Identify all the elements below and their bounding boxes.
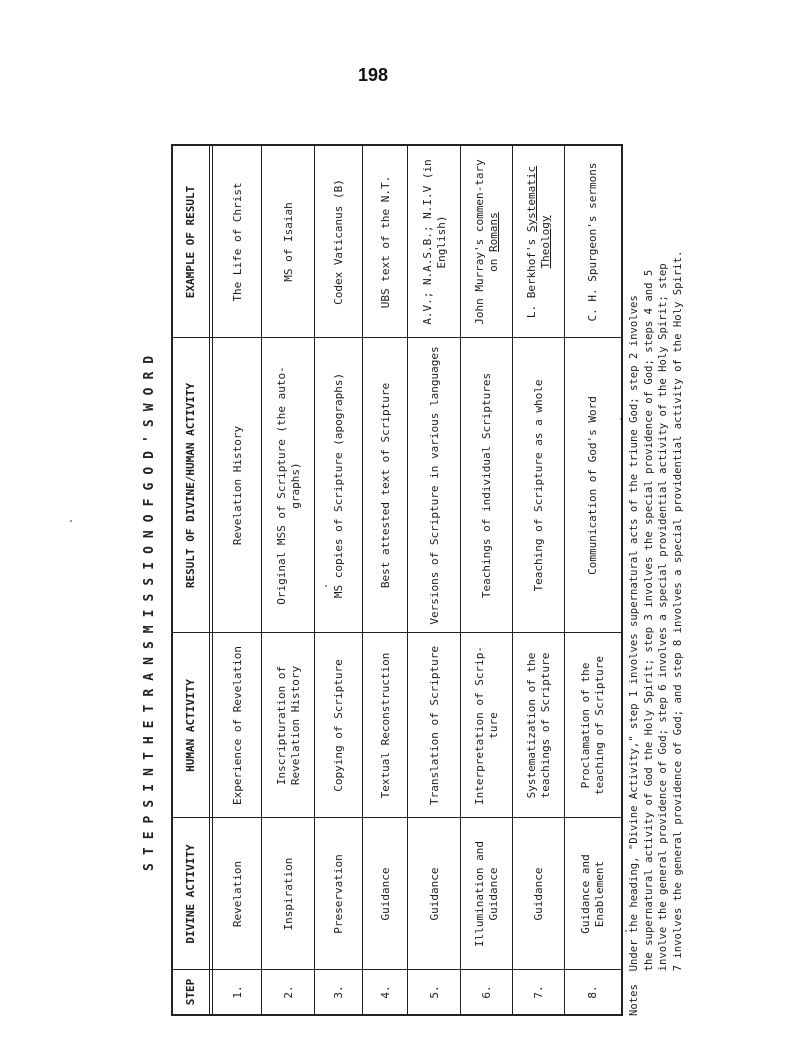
cell-result: Best attested text of Scripture (378, 382, 392, 589)
table-heading: S T E P S I N T H E T R A N S M I S S I O N O F G O D ' S W O R D (141, 355, 157, 871)
cell-divine-activity: Guidance (427, 867, 441, 921)
cell-result: Teachings of individual Scriptures (480, 372, 493, 599)
cell-result: Teaching of Scripture as a whole (532, 379, 545, 592)
cell-step: 1. (230, 985, 244, 999)
cell-result: Original MSS of Scripture (the auto-graphs) (274, 366, 302, 605)
table-row (408, 146, 461, 1014)
rotated-table-page (129, 146, 684, 1016)
cell-human-activity: Experience of Revelation (230, 646, 244, 805)
table-row (461, 146, 513, 1014)
cell-step: 8. (586, 985, 599, 999)
column-header-divine-activity: DIVINE ACTIVITY (184, 844, 197, 944)
cell-human-activity: Inscripturation of Revelation History (274, 665, 302, 786)
cell-example: The Life of Christ (230, 182, 244, 302)
notes-line: 7 involves the general providence of God; and step 8 involves a special providential activity of the Holy Spirit. (671, 250, 684, 1016)
cell-example: C. H. Spurgeon's sermons (586, 162, 599, 322)
cell-result: Communication of God's Word (586, 396, 599, 575)
cell-result: MS copies of Scripture (apographs) (332, 372, 345, 599)
cell-human-activity: Interpretation of Scrip-ture (473, 646, 500, 805)
cell-step: 7. (532, 985, 545, 999)
table-row (565, 146, 621, 1014)
column-header-human-activity: HUMAN ACTIVITY (184, 679, 197, 772)
cell-human-activity: Copying of Scripture (332, 659, 345, 792)
example-text: L. Berkhof's (525, 232, 538, 319)
cell-example: MS of Isaiah (281, 202, 295, 282)
cell-example (461, 146, 513, 338)
cell-step: 6. (480, 985, 493, 999)
cell-divine-activity: Revelation (230, 860, 244, 928)
table-header-row (173, 146, 213, 1014)
cell-step: 4. (378, 985, 392, 999)
example-title-underlined: Systematic Theology (525, 165, 552, 269)
table-row (363, 146, 408, 1014)
scan-speck (70, 520, 72, 522)
cell-result: Versions of Scripture in various languages (427, 346, 441, 625)
cell-divine-activity: Guidance (378, 867, 392, 921)
cell-example: Codex Vaticanus (B) (332, 179, 345, 305)
transmission-table (171, 144, 623, 1016)
notes-line: involve the general providence of God; step 6 involves a special providential activity of the Holy Spirit; step (657, 263, 669, 1016)
column-header-result: RESULT OF DIVINE/HUMAN ACTIVITY (184, 382, 197, 589)
table-notes (625, 146, 684, 1016)
cell-divine-activity: Inspiration (281, 857, 295, 931)
table-row (213, 146, 262, 1014)
notes-line: Notes Under the heading, "Divine Activity," step 1 involves supernatural acts of the triune God; step 2 involves (628, 295, 640, 1016)
column-header-example: EXAMPLE OF RESULT (184, 185, 197, 299)
cell-step: 2. (281, 985, 295, 999)
cell-divine-activity: Guidance (532, 867, 545, 921)
example-text: John Murray's commen-tary on (473, 159, 500, 325)
cell-human-activity: Systematization of the teachings of Scripture (525, 652, 552, 799)
table-row (262, 146, 315, 1014)
cell-example (513, 146, 565, 338)
table-row (315, 146, 363, 1014)
column-header-step: STEP (184, 978, 197, 1006)
cell-example: UBS text of the N.T. (378, 175, 392, 309)
example-title-underlined: Romans (487, 212, 500, 252)
cell-human-activity: Translation of Scripture (427, 646, 441, 805)
cell-human-activity: Proclamation of the teaching of Scripture (579, 655, 606, 796)
page-number: 198 (357, 65, 389, 85)
table-row (513, 146, 565, 1014)
cell-example: A.V.; N.A.S.B.; N.I.V (in English) (420, 159, 448, 325)
cell-human-activity: Textual Reconstruction (378, 652, 392, 799)
cell-step: 3. (332, 985, 345, 999)
cell-result: Revelation History (230, 425, 244, 546)
cell-divine-activity: Guidance and Enablement (579, 854, 606, 934)
cell-divine-activity: Illumination and Guidance (473, 841, 500, 947)
notes-line: the supernatural activity of God the Holy Spirit; step 3 involves the special providence of God; steps 4 and 5 (642, 269, 655, 1016)
cell-divine-activity: Preservation (332, 854, 345, 934)
cell-step: 5. (427, 985, 441, 999)
